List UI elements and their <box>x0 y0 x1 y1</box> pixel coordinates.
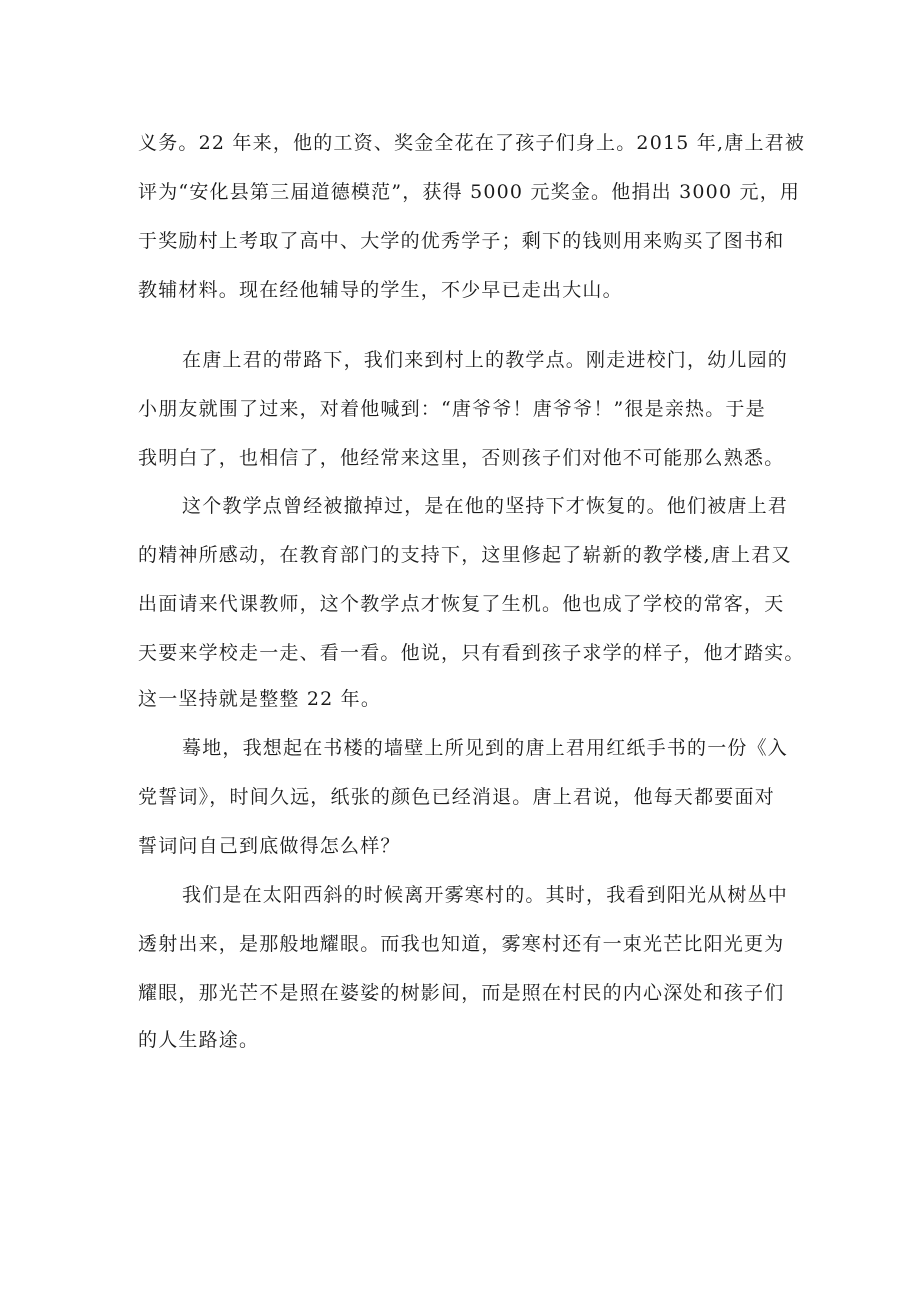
text-line: 出面请来代课教师，这个教学点才恢复了生机。他也成了学校的常客，天 <box>138 593 785 615</box>
text-line: 小朋友就围了过来，对着他喊到：“唐爷爷！唐爷爷！”很是亲热。于是 <box>138 398 766 420</box>
paragraph-first-line: 这个教学点曾经被撤掉过，是在他的坚持下才恢复的。他们被唐上君 <box>182 495 789 517</box>
text-line: 这一坚持就是整整 22 年。 <box>138 688 382 710</box>
text-line: 于奖励村上考取了高中、大学的优秀学子；剩下的钱则用来购买了图书和 <box>138 230 785 252</box>
text-line: 教辅材料。现在经他辅导的学生，不少早已走出大山。 <box>138 279 623 301</box>
text-line: 党誓词》，时间久远，纸张的颜色已经消退。唐上君说，他每天都要面对 <box>138 786 775 808</box>
text-line: 天要来学校走一走、看一看。他说，只有看到孩子求学的样子，他才踏实。 <box>138 642 805 664</box>
text-line: 义务。22 年来，他的工资、奖金全花在了孩子们身上。2015 年,唐上君被 <box>138 132 806 154</box>
text-line: 誓词问自己到底做得怎么样？ <box>138 835 401 857</box>
text-line: 我明白了，也相信了，他经常来这里，否则孩子们对他不可能那么熟悉。 <box>138 447 785 469</box>
text-line: 评为“安化县第三届道德模范”，获得 5000 元奖金。他捐出 3000 元，用 <box>138 181 801 203</box>
paragraph-first-line: 在唐上君的带路下，我们来到村上的教学点。刚走进校门，幼儿园的 <box>182 349 789 371</box>
paragraph-first-line: 我们是在太阳西斜的时候离开雾寒村的。其时，我看到阳光从树丛中 <box>182 884 789 906</box>
paragraph-first-line: 蓦地，我想起在书楼的墙壁上所见到的唐上君用红纸手书的一份《入 <box>182 737 789 759</box>
text-line: 的精神所感动，在教育部门的支持下，这里修起了崭新的教学楼,唐上君又 <box>138 544 792 566</box>
text-line: 的人生路途。 <box>138 1029 260 1051</box>
text-line: 透射出来，是那般地耀眼。而我也知道，雾寒村还有一束光芒比阳光更为 <box>138 933 785 955</box>
text-line: 耀眼，那光芒不是照在婆娑的树影间，而是照在村民的内心深处和孩子们 <box>138 982 785 1004</box>
